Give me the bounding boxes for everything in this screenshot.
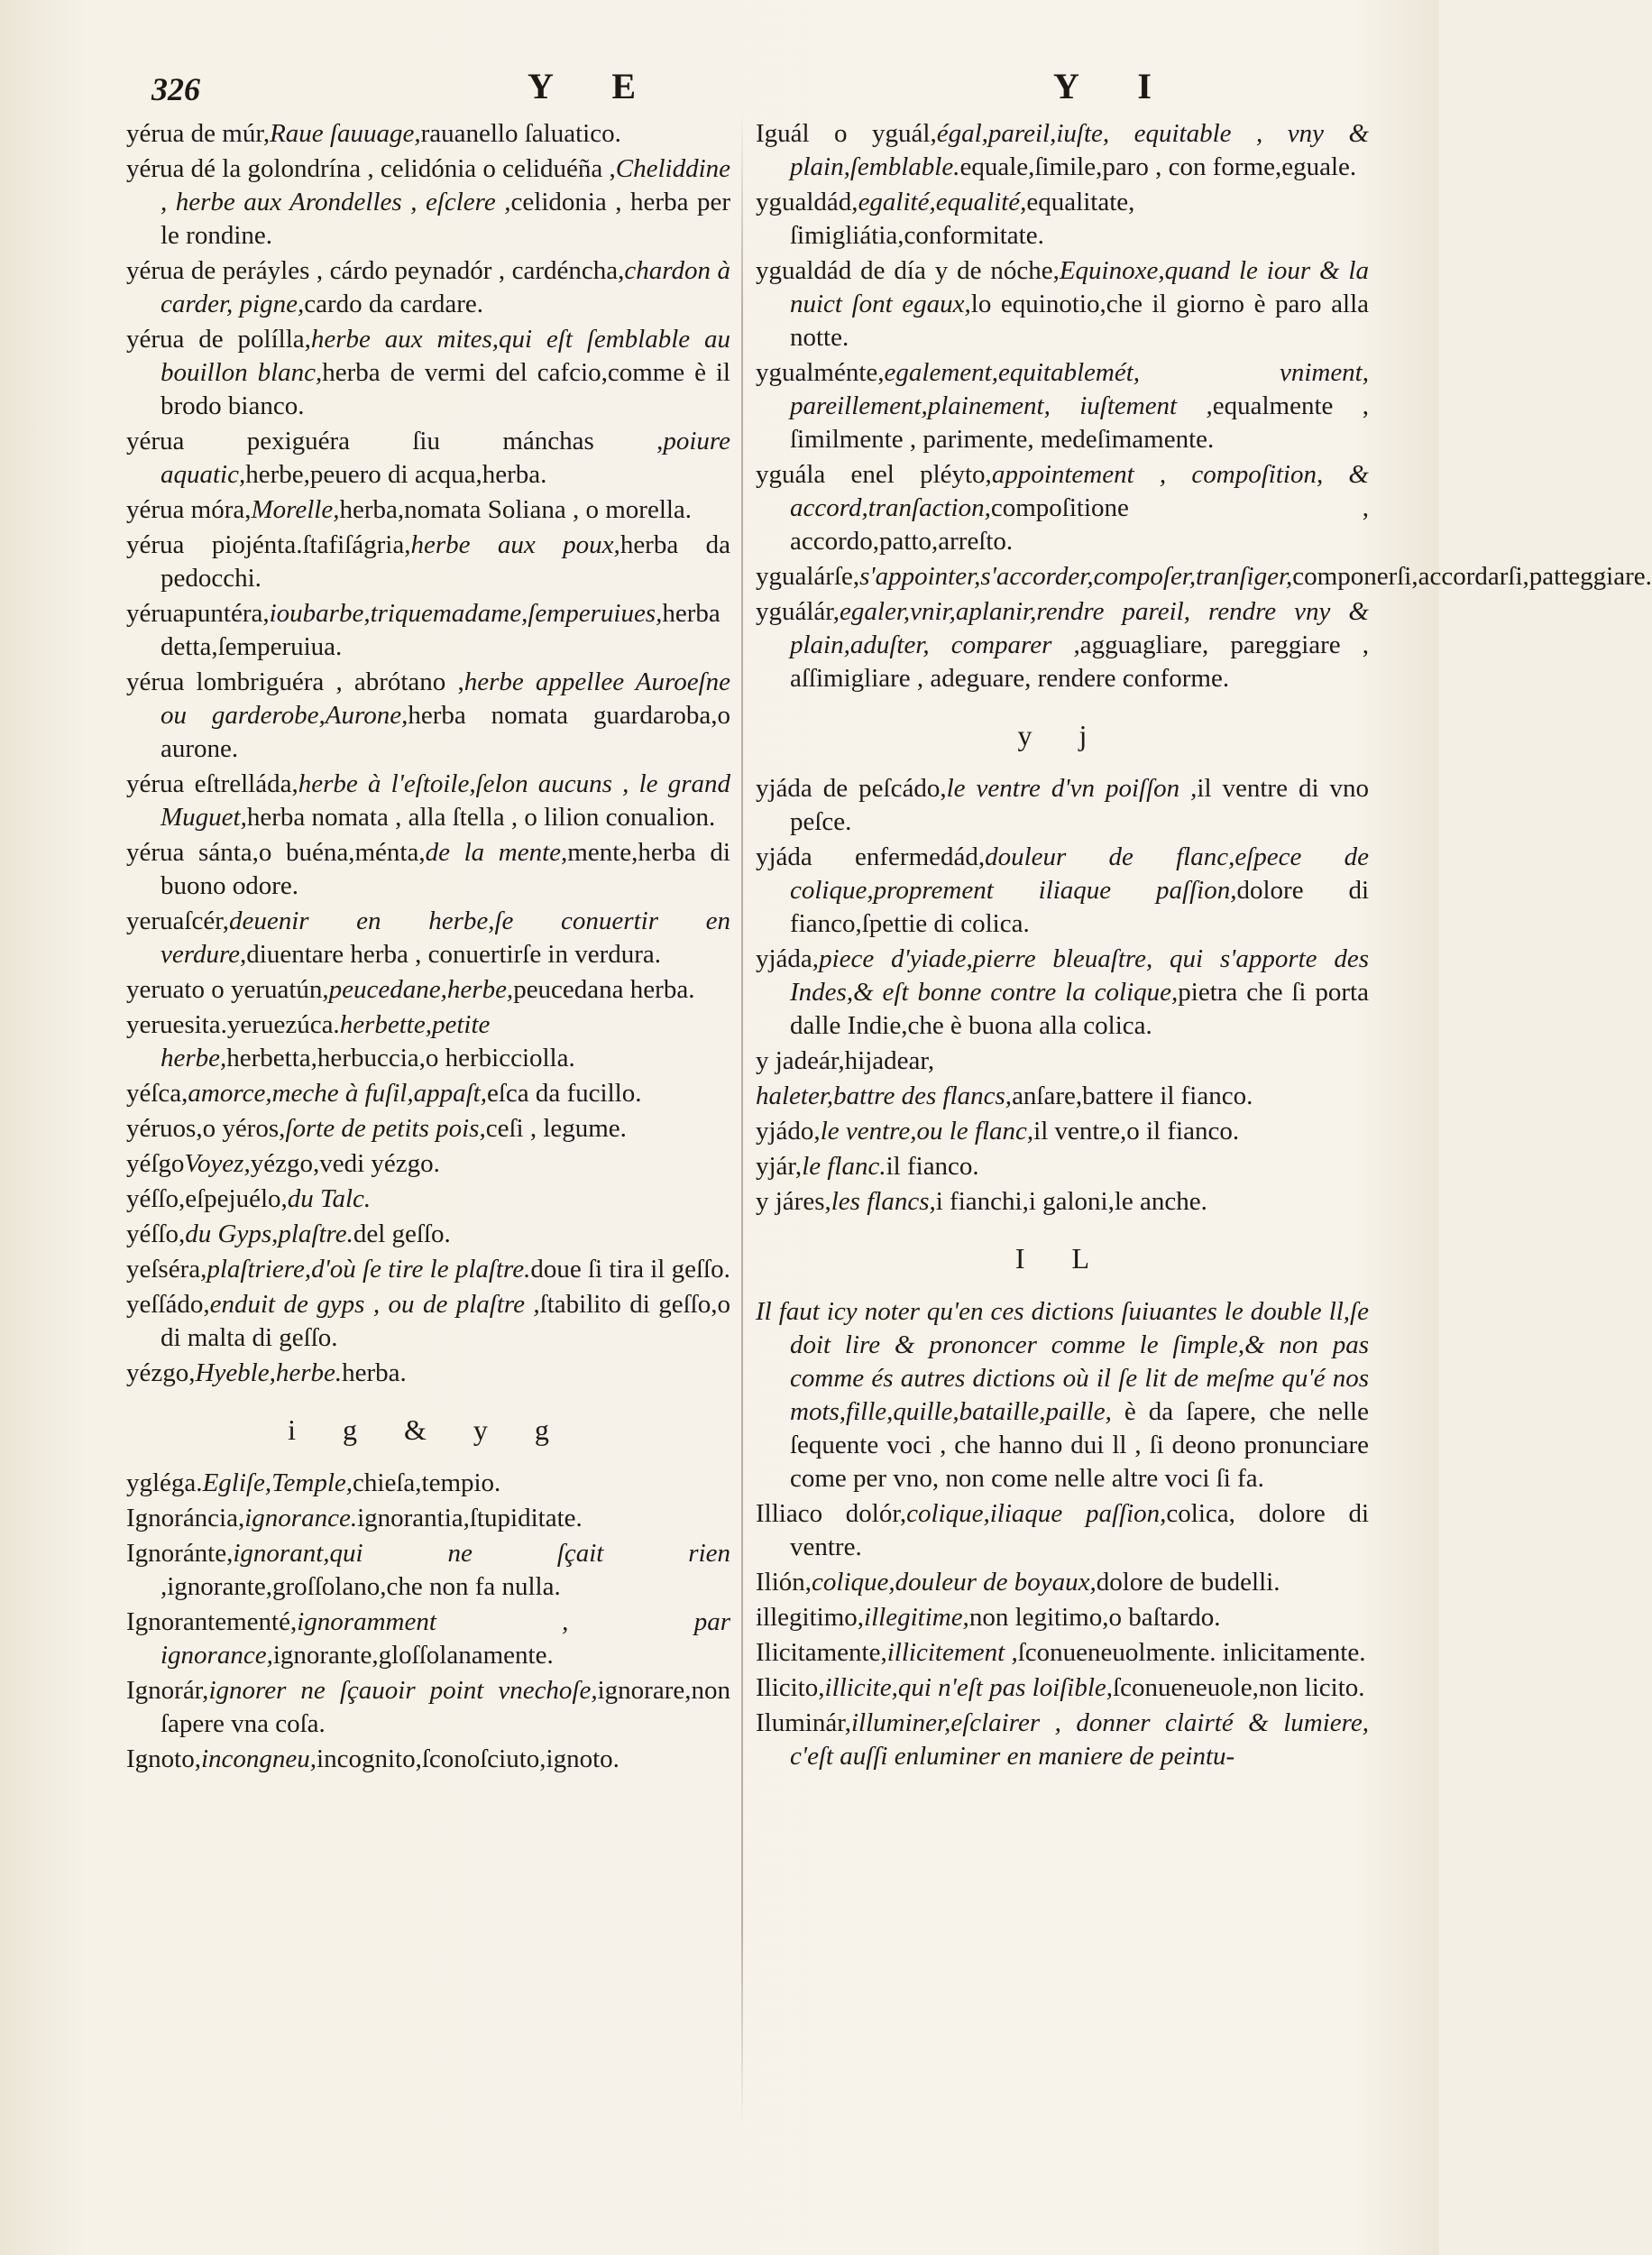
entry-headword: yjáda de peſcádo, [756, 774, 947, 803]
right-entries-il [756, 1497, 1369, 1773]
entry-headword: yéſſo, [126, 1220, 186, 1248]
left-entries [126, 117, 730, 1390]
entry-french: colique,iliaque paſſion, [906, 1499, 1167, 1528]
entry-french: herbette,petite herbe, [161, 1010, 491, 1072]
entry-italian: celidonia , herba per le rondine. [161, 188, 730, 250]
dictionary-entry [756, 1185, 1369, 1219]
entry-headword: yéruos,o yéros, [126, 1114, 286, 1143]
entry-headword: yeſſádo, [126, 1290, 210, 1319]
entry-headword: ygualdád de día y de nóche, [756, 256, 1060, 285]
dictionary-entry [126, 1743, 730, 1776]
entry-headword: Ignoto, [126, 1744, 201, 1773]
dictionary-entry [756, 1601, 1369, 1634]
entry-french: herbe à l'eſtoile,ſelon aucuns , le grand Muguet, [161, 769, 730, 832]
entry-french: enduit de gyps , ou de plaſtre , [209, 1290, 540, 1319]
entry-french: s'appointer,s'accorder,compoſer,tranſiger, [859, 562, 1293, 591]
entry-italian: ignorare,non ſapere vna coſa. [161, 1676, 730, 1738]
entry-french: ſorte de petits pois, [285, 1114, 486, 1143]
entry-italian: agguagliare, pareggiare , aſſimigliare , adeguare, rendere conforme. [790, 630, 1369, 693]
dictionary-entry [756, 841, 1369, 941]
dictionary-entry [126, 1112, 730, 1146]
dictionary-entry [756, 1045, 1369, 1078]
dictionary-entry [126, 152, 730, 253]
entry-french: du Gyps,plaſtre. [185, 1220, 353, 1248]
entry-italian: lo equinotio,che il giorno è paro alla notte. [790, 290, 1369, 352]
entry-headword: y jadeár, [756, 1046, 845, 1075]
dictionary-entry [756, 1080, 1369, 1113]
dictionary-entry [756, 356, 1369, 456]
entry-headword: yéſca, [126, 1079, 188, 1108]
dictionary-entry [126, 254, 730, 321]
entry-headword: Ignoráncia, [126, 1504, 245, 1532]
entry-headword: yguálár, [756, 597, 840, 626]
dictionary-entry [756, 186, 1369, 253]
entry-italian: incognito,ſconoſciuto,ignoto. [317, 1744, 620, 1773]
entry-italian: herba nomata guardaroba,o aurone. [161, 701, 730, 763]
entry-headword: ygléga. [126, 1468, 203, 1497]
entry-french: du Talc. [287, 1184, 372, 1213]
dictionary-entry [126, 323, 730, 423]
entry-italian: ignorante,gloſſolanamente. [272, 1641, 554, 1670]
entry-headword: Ilión, [756, 1568, 812, 1597]
dictionary-entry [126, 117, 730, 151]
entry-french: appointement , compoſition, & accord,tranſaction, [790, 460, 1369, 522]
entry-french: ignoramment , par ignorance, [161, 1607, 730, 1670]
entry-italian: il ventre di vno peſce. [790, 774, 1370, 836]
entry-italian: diuentare herba , conuertirſe in verdura. [246, 940, 662, 969]
entry-headword: yeſséra, [126, 1255, 207, 1284]
entry-french: ignorance. [244, 1504, 358, 1532]
entry-french: ignorant,qui ne ſçait rien , [161, 1539, 730, 1601]
entry-headword: Iguál o yguál, [756, 119, 937, 148]
entry-headword: Ignorantementé, [126, 1607, 298, 1636]
entry-french: Cheliddine , herbe aux Arondelles , eſclere , [161, 154, 730, 216]
entry-french: Morelle, [251, 495, 340, 524]
entry-french: colique,douleur de boyaux, [812, 1568, 1097, 1597]
entry-italian: chieſa,tempio. [353, 1468, 501, 1497]
entry-italian: anſare,battere il fianco. [1012, 1081, 1253, 1110]
dictionary-entry [756, 772, 1369, 839]
dictionary-entry [126, 1253, 730, 1286]
entry-french: les flancs, [831, 1187, 936, 1216]
dictionary-entry [756, 1671, 1369, 1705]
section-heading-il: I L [1014, 1242, 1110, 1275]
entry-italian: herba detta,ſemperuiua. [161, 599, 720, 661]
dictionary-entry [126, 493, 730, 527]
dictionary-entry [756, 1707, 1369, 1773]
entry-french: peucedane,herbe, [328, 975, 514, 1004]
dictionary-entry [756, 560, 1652, 594]
entry-headword: yéruapuntéra, [126, 599, 270, 628]
dictionary-entry [126, 1537, 730, 1604]
entry-headword: illegitimo, [756, 1603, 865, 1632]
entry-headword: Ilicitamente, [756, 1638, 887, 1667]
page-number: 326 [151, 71, 200, 107]
entry-french: illicite,qui n'eſt pas loiſible, [824, 1673, 1114, 1702]
entry-italian: herbe,peuero di acqua,herba. [245, 460, 547, 489]
entry-french: poiure aquatic, [161, 427, 730, 489]
entry-italian: ceſi , legume. [485, 1114, 627, 1143]
entry-italian: peucedana herba. [513, 975, 695, 1004]
dictionary-entry [756, 117, 1369, 184]
dictionary-entry [126, 1502, 730, 1535]
entry-italian: pietra che ſi porta dalle Indie,che è buona alla colica. [790, 978, 1369, 1040]
entry-french: herbe appellee Auroeſne ou garderobe,Aurone, [161, 667, 730, 730]
entry-italian: herba,nomata Soliana , o morella. [339, 495, 693, 524]
entry-italian: non legitimo,o baſtardo. [968, 1603, 1221, 1632]
dictionary-entry [126, 768, 730, 834]
entry-headword: Ignoránte, [126, 1539, 234, 1568]
entry-headword: yjáda enfermedád, [756, 842, 986, 871]
entry-french: ignorer ne ſçauoir point vnechoſe, [208, 1676, 598, 1705]
entry-headword: yérua de múr, [126, 119, 271, 148]
entry-italian: colica, dolore di ventre. [790, 1499, 1370, 1561]
entry-italian: equalmente , ſimilmente , parimente, medeſimamente. [790, 391, 1369, 454]
dictionary-entry [756, 1115, 1369, 1148]
dictionary-entry [756, 595, 1369, 695]
running-head-right: Y I [1053, 66, 1177, 106]
entry-french: le ventre,ou le flanc, [820, 1117, 1034, 1146]
entry-italian: il ventre,o il fianco. [1033, 1117, 1240, 1146]
entry-headword: yeruaſcér, [126, 907, 229, 935]
pronunciation-note [756, 1295, 1369, 1496]
column-divider [741, 108, 743, 2129]
dictionary-entry [126, 836, 730, 903]
entry-french: de la mente, [425, 838, 568, 867]
entry-french: egaler,vnir,aplanir,rendre pareil, rendre vny & plain,aduſter, comparer , [790, 597, 1369, 659]
entry-french: egalement,equitablemét, vniment, pareillement,plainement, iuſtement , [790, 358, 1369, 420]
entry-headword: yérua dé la golondrína , celidónia o celiduéña , [126, 154, 616, 183]
entry-italian: herba da pedocchi. [161, 530, 730, 593]
dictionary-entry [126, 1467, 730, 1500]
section-heading-yj: y j [1017, 719, 1107, 751]
entry-french: piece d'yiade,pierre bleuaſtre, qui s'apporte des Indes,& eſt bonne contre la colique, [790, 944, 1369, 1007]
entry-french: Voyez, [184, 1149, 251, 1178]
entry-french: le ventre d'vn poiſſon , [946, 774, 1198, 803]
entry-italian: cardo da cardare. [304, 290, 484, 318]
entry-french: douleur de flanc,eſpece de colique,proprement iliaque paſſion, [790, 842, 1369, 905]
entry-headword: y járes, [756, 1187, 831, 1216]
right-column [756, 117, 1652, 1775]
entry-headword: Iluminár, [756, 1708, 851, 1737]
dictionary-entry [126, 1606, 730, 1672]
entry-french: égal,pareil,iuſte, equitable , vny & plain,ſemblable. [790, 119, 1369, 181]
entry-french: egalité,equalité, [858, 188, 1027, 216]
dictionary-entry [126, 597, 730, 664]
entry-italian: equalitate, ſimigliátia,conformitate. [790, 188, 1135, 250]
entry-italian: mente,herba di buono odore. [161, 838, 730, 900]
dictionary-entry [126, 1183, 730, 1216]
entry-french: amorce,meche à fuſil,appaſt, [188, 1079, 487, 1108]
right-entries [756, 117, 1652, 695]
entry-headword: ygualárſe, [756, 562, 860, 591]
entry-headword: ygualménte, [756, 358, 885, 387]
entry-headword: Ilicito, [756, 1673, 825, 1702]
dictionary-entry [126, 1288, 730, 1355]
entry-headword: yérua de polílla, [126, 325, 311, 354]
entry-italian: componerſi,accordarſi,patteggiare. [1292, 562, 1652, 591]
entry-headword: yeruato o yeruatún, [126, 975, 329, 1004]
dictionary-entry [126, 1674, 730, 1741]
dictionary-entry [126, 1008, 730, 1075]
entry-italian: dolore de budelli. [1096, 1568, 1280, 1597]
entry-italian: rauanello ſaluatico. [420, 119, 621, 148]
entry-headword: ygualdád, [756, 188, 858, 216]
entry-italian: i fianchi,i galoni,le anche. [935, 1187, 1207, 1216]
entry-french: illuminer,eſclairer , donner clairté & lumiere, c'eſt auſſi enluminer en maniere de peintu- [790, 1708, 1369, 1771]
dictionary-entry [756, 1636, 1369, 1670]
page-header [0, 65, 1439, 119]
entry-french: herbe aux poux, [410, 530, 620, 559]
entry-italian: eſca da fucillo. [486, 1079, 642, 1108]
entry-french: illicitement , [886, 1638, 1018, 1667]
entry-french: ioubarbe,triquemadame,ſemperuiues, [269, 599, 663, 628]
entry-italian: doue ſi tira il geſſo. [530, 1255, 730, 1284]
entry-french: chardon à carder, pigne, [161, 256, 730, 318]
entry-headword: yérua eſtrelláda, [126, 769, 298, 798]
dictionary-entry [126, 1077, 730, 1110]
dictionary-entry [756, 1566, 1369, 1599]
entry-italian: dolore di fianco,ſpettie di colica. [790, 876, 1369, 938]
entry-italian: compoſitione , accordo,patto,arreſto. [790, 493, 1369, 556]
entry-italian: herbetta,herbuccia,o herbicciolla. [226, 1044, 575, 1072]
entry-headword: yézgo, [126, 1358, 196, 1387]
entry-italian: hijadear, [844, 1046, 935, 1075]
dictionary-entry [756, 458, 1369, 558]
entry-italian: herba nomata , alla ſtella , o lilion conualion. [246, 803, 716, 832]
entry-french: illegitime, [864, 1603, 969, 1632]
running-head-left: Y E [528, 66, 662, 106]
entry-headword: Ignorár, [126, 1676, 209, 1705]
entry-italian: yézgo,vedi yézgo. [250, 1149, 440, 1178]
entry-french: plaſtriere,d'où ſe tire le plaſtre. [206, 1255, 531, 1284]
entry-headword: Illiaco dolór, [756, 1499, 907, 1528]
entry-french: Raue ſauuage, [270, 119, 421, 148]
dictionary-entry [756, 254, 1369, 354]
dictionary-entry [126, 1147, 730, 1181]
dictionary-entry [126, 529, 730, 595]
entry-headword: yérua lombriguéra , abrótano , [126, 667, 464, 696]
entry-french: incongneu, [200, 1744, 317, 1773]
dictionary-entry [126, 973, 730, 1007]
entry-italian: ignorante,groſſolano,che non fa nulla. [167, 1572, 561, 1601]
entry-headword: yeruesita.yeruezúca. [126, 1010, 340, 1039]
entry-headword: yéſgo [126, 1149, 185, 1178]
dictionary-entry [126, 1218, 730, 1251]
entry-italian: ſconueneuole,non licito. [1113, 1673, 1365, 1702]
dictionary-entry [126, 1357, 730, 1390]
entry-french: herbe aux mites,qui eſt ſemblable au bouillon blanc, [161, 325, 731, 387]
dictionary-entry [126, 905, 730, 971]
entry-headword: yjádo, [756, 1117, 821, 1146]
right-entries-yj [756, 772, 1369, 1219]
entry-italian: herba. [342, 1358, 407, 1387]
entry-headword: yéſſo,eſpejuélo, [126, 1184, 288, 1213]
dictionary-entry [126, 666, 730, 766]
entry-french: Egliſe,Temple, [202, 1468, 353, 1497]
dictionary-entry [756, 1150, 1369, 1183]
entry-headword: yérua sánta,o buéna,ménta, [126, 838, 426, 867]
entry-italian: il fianco. [886, 1152, 979, 1181]
note-italian: è da ſapere, che nelle ſequente voci , che hanno dui ll , ſi deono pronunciare come per vno, non come nelle altre voci ſi fa. [790, 1397, 1369, 1493]
dictionary-entry [756, 1497, 1369, 1564]
entry-french: Hyeble,herbe. [195, 1358, 343, 1387]
entry-headword: yérua pexiguéra ſiu mánchas , [126, 427, 664, 456]
left-column [126, 117, 730, 1778]
dictionary-entry [126, 425, 730, 492]
entry-italian: equale,ſimile,paro , con forme,eguale. [959, 152, 1357, 181]
entry-italian: ſtabilito di geſſo,o di malta di geſſo. [161, 1290, 730, 1352]
entry-headword: yérua de peráyles , cárdo peynadór , cardéncha, [126, 256, 625, 285]
entry-italian: ſconueneuolmente. inlicitamente. [1017, 1638, 1366, 1667]
entry-headword: yérua móra, [126, 495, 252, 524]
entry-italian: del geſſo. [353, 1220, 451, 1248]
entry-french: Equinoxe,quand le iour & la nuict ſont egaux, [790, 256, 1369, 318]
entry-italian: herba de vermi del cafcio,comme è il brodo bianco. [161, 358, 730, 420]
entry-headword: yérua piojénta.ſtafiſágria, [126, 530, 411, 559]
left-entries-ig [126, 1467, 730, 1776]
entry-headword: yjáda, [756, 944, 820, 973]
entry-italian: ignorantia,ſtupiditate. [357, 1504, 583, 1532]
entry-headword: yguála enel pléyto, [756, 460, 992, 489]
note-french: Il faut icy noter qu'en ces dictions ſuiuantes le double ll,ſe doit lire & prononcer comme le ſimple,& non pas comme és autres dictions où il ſe lit de meſme qu'é nos mots,fille,quille,bataille,paille, [756, 1297, 1369, 1426]
entry-french: haleter,battre des flancs, [756, 1081, 1013, 1110]
entry-french: deuenir en herbe,ſe conuertir en verdure, [161, 907, 730, 969]
dictionary-entry [756, 943, 1369, 1043]
entry-french: le flanc. [802, 1152, 886, 1181]
entry-headword: yjár, [756, 1152, 803, 1181]
section-heading-ig: i g & y g [288, 1413, 569, 1446]
